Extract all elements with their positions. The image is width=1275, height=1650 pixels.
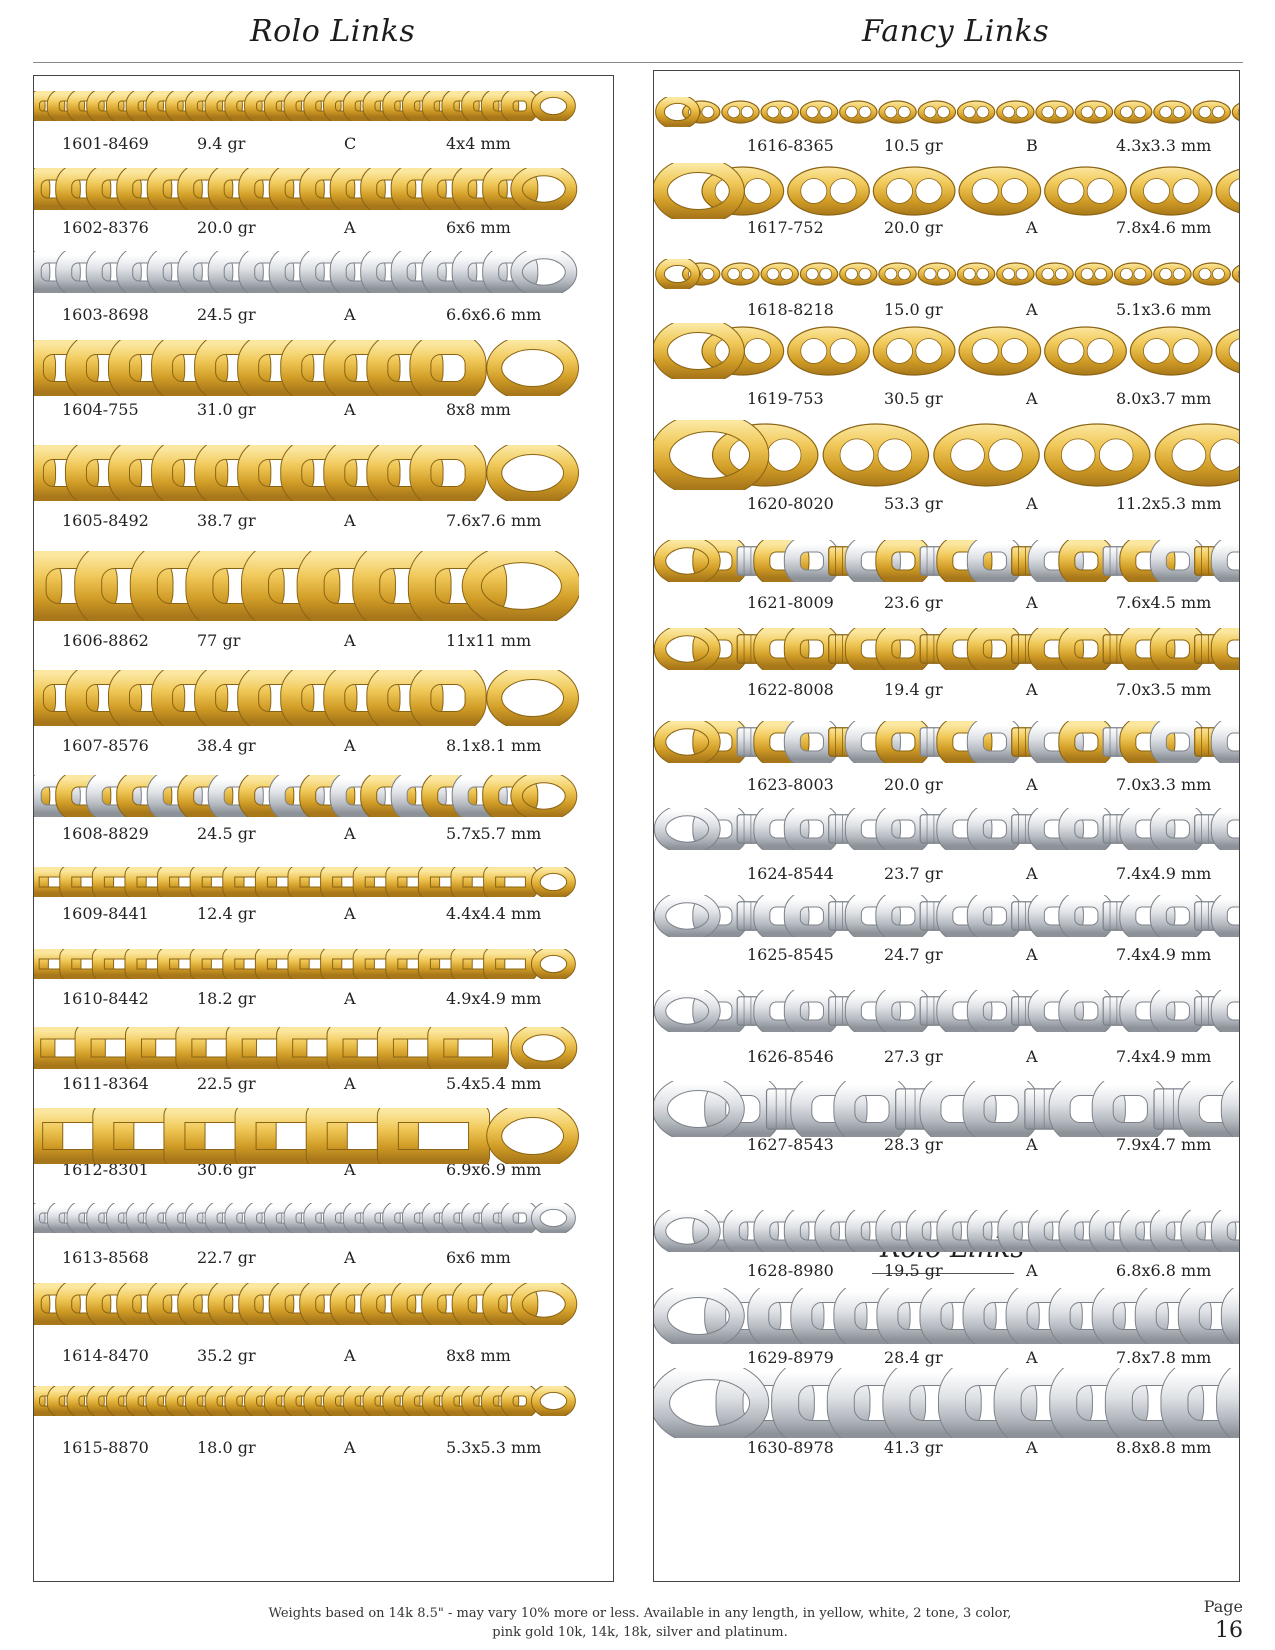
item-grade: B [1026, 136, 1038, 155]
chain-link [873, 167, 955, 215]
chain-link [934, 424, 1039, 486]
chain-spec-row [654, 1135, 1239, 1157]
item-weight: 20.0 gr [884, 775, 943, 794]
item-weight: 9.4 gr [197, 134, 246, 153]
footnote-line-2: pink gold 10k, 14k, 18k, silver and platinum. [492, 1625, 788, 1640]
chain-link [957, 263, 994, 285]
lobster-clasp [517, 1029, 571, 1067]
item-grade: A [344, 1074, 356, 1093]
item-weight: 30.6 gr [197, 1160, 256, 1179]
item-code: 1616-8365 [747, 136, 834, 155]
chain-link [1216, 167, 1239, 215]
chain-image-1611-8364 [34, 1027, 579, 1069]
chain-image-1604-755 [34, 340, 579, 396]
item-size: 6x6 mm [446, 1248, 511, 1267]
chain-image-1615-8870 [34, 1386, 579, 1416]
chain-image-1621-8009 [654, 540, 1239, 582]
item-code: 1619-753 [747, 389, 824, 408]
chain-link [975, 812, 1014, 846]
item-weight: 24.7 gr [884, 945, 943, 964]
item-weight: 19.4 gr [884, 680, 943, 699]
chain-spec-row [654, 945, 1239, 967]
item-weight: 15.0 gr [884, 300, 943, 319]
rolo-links-panel [33, 75, 614, 1582]
item-code: 1629-8979 [747, 1348, 834, 1367]
item-code: 1603-8698 [62, 305, 149, 324]
item-size: 5.1x3.6 mm [1116, 300, 1212, 319]
item-weight: 18.0 gr [197, 1438, 256, 1457]
chain-image-1630-8978 [654, 1368, 1239, 1438]
chain-link [884, 725, 923, 759]
item-grade: A [344, 824, 356, 843]
item-code: 1609-8441 [62, 904, 149, 923]
chain-link [1036, 101, 1073, 123]
chain-spec-row [654, 494, 1239, 516]
item-grade: A [1026, 593, 1038, 612]
chain-link [1067, 632, 1106, 666]
item-size: 7.8x4.6 mm [1116, 218, 1212, 237]
item-code: 1611-8364 [62, 1074, 149, 1093]
chain-link [792, 994, 831, 1028]
item-size: 5.3x5.3 mm [446, 1438, 542, 1457]
lobster-clasp [494, 447, 571, 499]
chain-link [1193, 101, 1230, 123]
item-grade: A [344, 631, 356, 650]
chain-link [840, 263, 877, 285]
chain-spec-row [654, 680, 1239, 702]
item-size: 5.7x5.7 mm [446, 824, 542, 843]
chain-link [1219, 725, 1239, 759]
item-grade: A [344, 400, 356, 419]
chain-link [823, 424, 928, 486]
item-weight: 23.7 gr [884, 864, 943, 883]
chain-link [957, 101, 994, 123]
chain-link [1232, 263, 1239, 285]
chain-link [490, 871, 532, 893]
item-grade: A [344, 1248, 356, 1267]
chain-spec-row [654, 1348, 1239, 1370]
item-code: 1604-755 [62, 400, 139, 419]
chain-link [1045, 327, 1127, 375]
item-weight: 23.6 gr [884, 593, 943, 612]
item-code: 1610-8442 [62, 989, 149, 1008]
item-grade: A [1026, 1135, 1038, 1154]
item-grade: A [1026, 775, 1038, 794]
page-number: 16 [1215, 1618, 1243, 1643]
item-code: 1626-8546 [747, 1047, 834, 1066]
item-size: 7.4x4.9 mm [1116, 864, 1212, 883]
lobster-clasp [536, 93, 571, 119]
item-grade: A [1026, 1438, 1038, 1457]
item-code: 1606-8862 [62, 631, 149, 650]
item-grade: A [1026, 389, 1038, 408]
chain-link [507, 95, 532, 117]
chain-image-1626-8546 [654, 990, 1239, 1032]
chain-image-1620-8020 [654, 420, 1239, 490]
chain-image-1606-8862 [34, 551, 579, 621]
item-weight: 35.2 gr [197, 1346, 256, 1365]
chain-link [1219, 899, 1239, 933]
chain-image-1603-8698 [34, 251, 579, 293]
chain-spec-row [654, 1047, 1239, 1069]
chain-link [879, 101, 916, 123]
chain-link [997, 263, 1034, 285]
chain-link [761, 101, 798, 123]
item-grade: A [1026, 945, 1038, 964]
lobster-clasp [494, 672, 571, 724]
item-grade: A [1026, 1348, 1038, 1367]
item-size: 11.2x5.3 mm [1116, 494, 1222, 513]
item-size: 4x4 mm [446, 134, 511, 153]
chain-link [1219, 994, 1239, 1028]
chain-link [1230, 1372, 1239, 1434]
item-grade: A [1026, 864, 1038, 883]
chain-link [1158, 632, 1197, 666]
chain-spec-row [34, 989, 613, 1011]
chain-link [884, 812, 923, 846]
item-weight: 28.3 gr [884, 1135, 943, 1154]
chain-link [792, 632, 831, 666]
item-weight: 20.0 gr [884, 218, 943, 237]
item-weight: 22.7 gr [197, 1248, 256, 1267]
chain-image-1618-8218 [654, 259, 1239, 289]
item-size: 7.9x4.7 mm [1116, 1135, 1212, 1154]
item-code: 1628-8980 [747, 1261, 834, 1280]
chain-link [1067, 994, 1106, 1028]
chain-link [1114, 263, 1151, 285]
chain-link [1045, 167, 1127, 215]
item-code: 1627-8543 [747, 1135, 834, 1154]
chain-image-1607-8576 [34, 670, 579, 726]
chain-image-1614-8470 [34, 1283, 579, 1325]
chain-link [1216, 327, 1239, 375]
item-grade: A [344, 736, 356, 755]
chain-spec-row [34, 824, 613, 846]
lobster-clasp [536, 869, 571, 895]
chain-spec-row [654, 1438, 1239, 1460]
item-size: 7.4x4.9 mm [1116, 1047, 1212, 1066]
chain-link [1232, 101, 1239, 123]
chain-link [1154, 263, 1191, 285]
chain-spec-row [34, 134, 613, 156]
chain-spec-row [34, 1438, 613, 1460]
chain-spec-row [654, 593, 1239, 615]
chain-link [1075, 263, 1112, 285]
item-grade: A [1026, 300, 1038, 319]
item-size: 7.8x7.8 mm [1116, 1348, 1212, 1367]
chain-image-1623-8003 [654, 721, 1239, 763]
item-weight: 24.5 gr [197, 824, 256, 843]
lobster-clasp [660, 1370, 759, 1436]
chain-image-1612-8301 [34, 1108, 579, 1164]
chain-image-1624-8544 [654, 808, 1239, 850]
item-grade: A [344, 1160, 356, 1179]
chain-link [722, 263, 759, 285]
chain-link [974, 1085, 1029, 1133]
item-code: 1615-8870 [62, 1438, 149, 1457]
chain-image-1602-8376 [34, 168, 579, 210]
chain-link [792, 899, 831, 933]
chain-image-1613-8568 [34, 1203, 579, 1233]
item-size: 7.4x4.9 mm [1116, 945, 1212, 964]
item-size: 6x6 mm [446, 218, 511, 237]
lobster-clasp [494, 342, 571, 394]
chain-spec-row [34, 400, 613, 422]
chain-link [918, 263, 955, 285]
item-weight: 38.7 gr [197, 511, 256, 530]
chain-link [1067, 899, 1106, 933]
chain-link [722, 101, 759, 123]
chain-link [1114, 101, 1151, 123]
chain-spec-row [34, 631, 613, 653]
item-weight: 41.3 gr [884, 1438, 943, 1457]
page-label: Page [1203, 1597, 1243, 1616]
item-size: 5.4x5.4 mm [446, 1074, 542, 1093]
lobster-clasp [536, 1388, 571, 1414]
item-weight: 27.3 gr [884, 1047, 943, 1066]
item-code: 1625-8545 [747, 945, 834, 964]
chain-image-1616-8365 [654, 97, 1239, 127]
item-code: 1608-8829 [62, 824, 149, 843]
weights-footnote [240, 1604, 1040, 1642]
item-size: 4.4x4.4 mm [446, 904, 542, 923]
chain-link [975, 899, 1014, 933]
item-size: 6.6x6.6 mm [446, 305, 542, 324]
chain-link [800, 101, 837, 123]
chain-image-1625-8545 [654, 895, 1239, 937]
chain-image-1627-8543 [654, 1081, 1239, 1137]
item-code: 1621-8009 [747, 593, 834, 612]
item-size: 8.8x8.8 mm [1116, 1438, 1212, 1457]
chain-link [1155, 424, 1239, 486]
chain-link [884, 899, 923, 933]
chain-image-1601-8469 [34, 91, 579, 121]
item-weight: 20.0 gr [197, 218, 256, 237]
chain-spec-row [34, 305, 613, 327]
chain-link [1219, 544, 1239, 578]
chain-link [420, 344, 475, 392]
chain-spec-row [654, 1261, 1239, 1283]
chain-link [420, 449, 475, 497]
item-weight: 77 gr [197, 631, 241, 650]
chain-link [918, 101, 955, 123]
fancy-links-panel [653, 70, 1240, 1582]
item-grade: A [1026, 494, 1038, 513]
item-grade: A [344, 1438, 356, 1457]
chain-spec-row [34, 1346, 613, 1368]
chain-image-1622-8008 [654, 628, 1239, 670]
chain-link [507, 1390, 532, 1412]
chain-link [1036, 263, 1073, 285]
chain-link [761, 263, 798, 285]
right-section-title: Fancy Links [862, 14, 1050, 49]
chain-spec-row [34, 904, 613, 926]
item-size: 7.6x7.6 mm [446, 511, 542, 530]
chain-spec-row [654, 775, 1239, 797]
chain-link [1193, 263, 1230, 285]
item-code: 1620-8020 [747, 494, 834, 513]
chain-link [792, 812, 831, 846]
item-weight: 38.4 gr [197, 736, 256, 755]
item-weight: 24.5 gr [197, 305, 256, 324]
item-size: 6.8x6.8 mm [1116, 1261, 1212, 1280]
item-size: 7.6x4.5 mm [1116, 593, 1212, 612]
chain-image-1608-8829 [34, 775, 579, 817]
chain-link [792, 544, 831, 578]
chain-link [788, 327, 870, 375]
item-code: 1602-8376 [62, 218, 149, 237]
item-code: 1618-8218 [747, 300, 834, 319]
chain-link [1219, 632, 1239, 666]
chain-link [884, 994, 923, 1028]
item-size: 7.0x3.3 mm [1116, 775, 1212, 794]
chain-spec-row [34, 218, 613, 240]
chain-image-1628-8980 [654, 1210, 1239, 1252]
item-size: 8x8 mm [446, 400, 511, 419]
item-code: 1607-8576 [62, 736, 149, 755]
chain-image-1629-8979 [654, 1288, 1239, 1344]
item-grade: A [344, 1346, 356, 1365]
chain-link [1045, 424, 1150, 486]
item-grade: A [344, 904, 356, 923]
rolo-links-subheading: Rolo Links [880, 1233, 1025, 1264]
chain-link [1154, 101, 1191, 123]
chain-link [1158, 725, 1197, 759]
item-code: 1614-8470 [62, 1346, 149, 1365]
chain-link [792, 725, 831, 759]
item-weight: 19.5 gr [884, 1261, 943, 1280]
chain-link [1232, 1085, 1239, 1133]
chain-link [788, 167, 870, 215]
chain-link [975, 544, 1014, 578]
chain-link [1067, 544, 1106, 578]
chain-link [884, 632, 923, 666]
chain-link [1158, 544, 1197, 578]
chain-image-1605-8492 [34, 445, 579, 501]
item-size: 11x11 mm [446, 631, 532, 650]
chain-spec-row [34, 1248, 613, 1270]
chain-link [975, 725, 1014, 759]
item-grade: C [344, 134, 357, 153]
item-size: 8.0x3.7 mm [1116, 389, 1212, 408]
item-code: 1617-752 [747, 218, 824, 237]
item-weight: 28.4 gr [884, 1348, 943, 1367]
chain-spec-row [654, 136, 1239, 158]
header-divider [33, 62, 1243, 63]
chain-spec-row [654, 864, 1239, 886]
item-weight: 22.5 gr [197, 1074, 256, 1093]
item-weight: 18.2 gr [197, 989, 256, 1008]
chain-link [1232, 1292, 1239, 1340]
item-size: 8.1x8.1 mm [446, 736, 542, 755]
lobster-clasp [536, 951, 571, 977]
chain-spec-row [34, 511, 613, 533]
chain-link [1158, 994, 1197, 1028]
chain-spec-row [654, 218, 1239, 240]
footnote-line-1: Weights based on 14k 8.5" - may vary 10% more or less. Available in any length, in yellow, white, 2 tone, 3 color, [268, 1606, 1012, 1621]
chain-link [975, 632, 1014, 666]
item-code: 1601-8469 [62, 134, 149, 153]
chain-link [879, 263, 916, 285]
item-grade: A [1026, 1047, 1038, 1066]
chain-image-1619-753 [654, 323, 1239, 379]
item-weight: 31.0 gr [197, 400, 256, 419]
chain-link [884, 544, 923, 578]
chain-link [959, 167, 1041, 215]
item-grade: A [1026, 218, 1038, 237]
item-code: 1613-8568 [62, 1248, 149, 1267]
chain-link [1075, 101, 1112, 123]
chain-image-1609-8441 [34, 867, 579, 897]
item-size: 4.3x3.3 mm [1116, 136, 1212, 155]
item-weight: 30.5 gr [884, 389, 943, 408]
item-code: 1605-8492 [62, 511, 149, 530]
chain-link [507, 1207, 532, 1229]
chain-link [997, 101, 1034, 123]
item-code: 1623-8003 [747, 775, 834, 794]
chain-link [1130, 167, 1212, 215]
item-size: 4.9x4.9 mm [446, 989, 542, 1008]
chain-link [1219, 812, 1239, 846]
item-code: 1612-8301 [62, 1160, 149, 1179]
chain-link [844, 1085, 899, 1133]
chain-spec-row [34, 736, 613, 758]
chain-link [1067, 812, 1106, 846]
item-grade: A [344, 989, 356, 1008]
chain-link [873, 327, 955, 375]
item-grade: A [344, 218, 356, 237]
item-grade: A [1026, 680, 1038, 699]
chain-image-1617-752 [654, 163, 1239, 219]
chain-spec-row [654, 389, 1239, 411]
lobster-clasp [494, 1110, 571, 1162]
chain-image-1610-8442 [34, 949, 579, 979]
item-weight: 10.5 gr [884, 136, 943, 155]
item-weight: 53.3 gr [884, 494, 943, 513]
item-size: 6.9x6.9 mm [446, 1160, 542, 1179]
lobster-clasp [536, 1205, 571, 1231]
item-code: 1624-8544 [747, 864, 834, 883]
chain-spec-row [34, 1074, 613, 1096]
chain-link [490, 953, 532, 975]
item-grade: A [344, 511, 356, 530]
item-grade: A [1026, 1261, 1038, 1280]
chain-link [420, 674, 475, 722]
chain-link [1103, 1085, 1158, 1133]
chain-link [959, 327, 1041, 375]
item-code: 1622-8008 [747, 680, 834, 699]
chain-link [1158, 812, 1197, 846]
left-section-title: Rolo Links [250, 14, 416, 49]
item-code: 1630-8978 [747, 1438, 834, 1457]
chain-link [1158, 899, 1197, 933]
chain-link [1067, 725, 1106, 759]
item-weight: 12.4 gr [197, 904, 256, 923]
item-grade: A [344, 305, 356, 324]
item-size: 7.0x3.5 mm [1116, 680, 1212, 699]
chain-spec-row [654, 300, 1239, 322]
chain-link [840, 101, 877, 123]
chain-link [800, 263, 837, 285]
chain-link [1130, 327, 1212, 375]
chain-link [975, 994, 1014, 1028]
item-size: 8x8 mm [446, 1346, 511, 1365]
